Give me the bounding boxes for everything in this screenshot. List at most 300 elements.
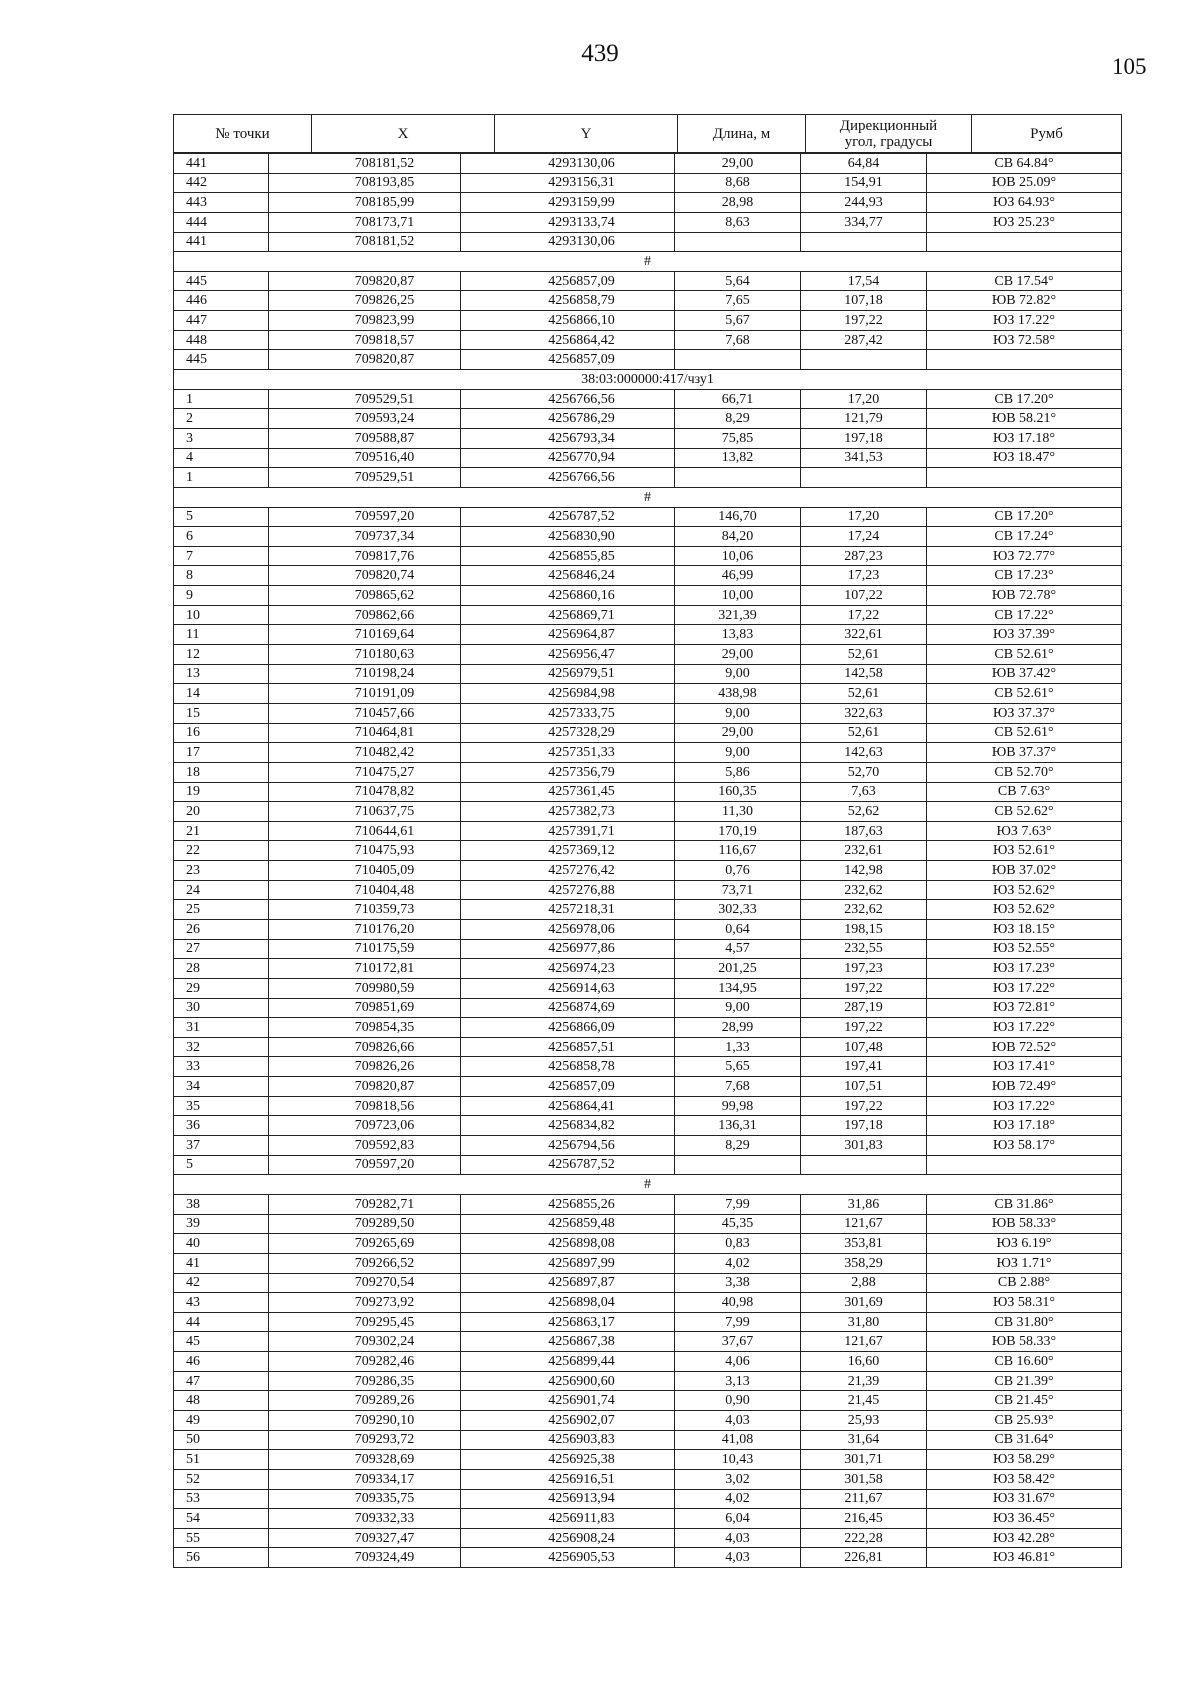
cell-x: 710169,64 bbox=[269, 625, 461, 645]
cell-length: 29,00 bbox=[675, 154, 801, 174]
cell-angle: 197,22 bbox=[801, 311, 927, 331]
cell-angle bbox=[801, 468, 927, 488]
table-row bbox=[174, 1037, 1122, 1057]
cell-point: 3 bbox=[174, 428, 269, 448]
table-row bbox=[174, 1391, 1122, 1411]
cell-length: 8,63 bbox=[675, 212, 801, 232]
cell-x: 709818,57 bbox=[269, 330, 461, 350]
cell-rhumb: СВ 64.84° bbox=[927, 154, 1122, 174]
cell-x: 709980,59 bbox=[269, 978, 461, 998]
cell-length: 9,00 bbox=[675, 703, 801, 723]
cell-point: 445 bbox=[174, 271, 269, 291]
table-row bbox=[174, 566, 1122, 586]
table-row bbox=[174, 645, 1122, 665]
cell-x: 709723,06 bbox=[269, 1116, 461, 1136]
cell-x: 709826,66 bbox=[269, 1037, 461, 1057]
cell-point: 446 bbox=[174, 291, 269, 311]
cell-angle: 353,81 bbox=[801, 1234, 927, 1254]
table-row bbox=[174, 684, 1122, 704]
cell-length: 4,03 bbox=[675, 1528, 801, 1548]
cell-angle: 52,62 bbox=[801, 802, 927, 822]
table-row bbox=[174, 350, 1122, 370]
section-separator-row bbox=[174, 1175, 1122, 1195]
cell-rhumb: СВ 17.22° bbox=[927, 605, 1122, 625]
cell-point: 43 bbox=[174, 1293, 269, 1313]
cell-x: 709334,17 bbox=[269, 1469, 461, 1489]
cell-x: 709282,71 bbox=[269, 1194, 461, 1214]
cell-x: 709854,35 bbox=[269, 1018, 461, 1038]
cell-point: 29 bbox=[174, 978, 269, 998]
cell-point: 48 bbox=[174, 1391, 269, 1411]
table-row bbox=[174, 1312, 1122, 1332]
cell-y: 4257328,29 bbox=[461, 723, 675, 743]
cell-rhumb: ЮВ 72.82° bbox=[927, 291, 1122, 311]
cell-point: 46 bbox=[174, 1352, 269, 1372]
cell-x: 710180,63 bbox=[269, 645, 461, 665]
cell-angle: 197,23 bbox=[801, 959, 927, 979]
cell-rhumb: ЮВ 25.09° bbox=[927, 173, 1122, 193]
table-row bbox=[174, 1548, 1122, 1568]
cell-rhumb: ЮЗ 52.62° bbox=[927, 880, 1122, 900]
cell-y: 4256855,26 bbox=[461, 1194, 675, 1214]
cell-y: 4256978,06 bbox=[461, 919, 675, 939]
cell-rhumb: ЮЗ 17.18° bbox=[927, 428, 1122, 448]
table-row bbox=[174, 1096, 1122, 1116]
cell-length: 0,90 bbox=[675, 1391, 801, 1411]
cell-point: 448 bbox=[174, 330, 269, 350]
cell-y: 4293156,31 bbox=[461, 173, 675, 193]
cell-angle: 31,64 bbox=[801, 1430, 927, 1450]
section-separator-row bbox=[174, 370, 1122, 390]
cell-y: 4257276,42 bbox=[461, 861, 675, 881]
cell-x: 709529,51 bbox=[269, 389, 461, 409]
cell-rhumb: СВ 17.54° bbox=[927, 271, 1122, 291]
cell-angle bbox=[801, 1155, 927, 1175]
cell-x: 709593,24 bbox=[269, 409, 461, 429]
cell-rhumb: ЮЗ 17.22° bbox=[927, 978, 1122, 998]
table-header bbox=[173, 114, 1122, 153]
cell-angle: 2,88 bbox=[801, 1273, 927, 1293]
cell-x: 710478,82 bbox=[269, 782, 461, 802]
cell-length: 28,99 bbox=[675, 1018, 801, 1038]
cell-angle: 64,84 bbox=[801, 154, 927, 174]
cell-rhumb: СВ 25.93° bbox=[927, 1411, 1122, 1431]
header-y: Y bbox=[495, 115, 678, 153]
cell-rhumb: ЮЗ 42.28° bbox=[927, 1528, 1122, 1548]
cell-x: 709823,99 bbox=[269, 311, 461, 331]
table-row bbox=[174, 173, 1122, 193]
cell-angle: 197,18 bbox=[801, 1116, 927, 1136]
cell-x: 709328,69 bbox=[269, 1450, 461, 1470]
cell-point: 445 bbox=[174, 350, 269, 370]
cell-y: 4257382,73 bbox=[461, 802, 675, 822]
cell-length: 11,30 bbox=[675, 802, 801, 822]
cell-angle: 121,67 bbox=[801, 1332, 927, 1352]
cell-y: 4293133,74 bbox=[461, 212, 675, 232]
section-separator: # bbox=[174, 1175, 1122, 1195]
cell-y: 4256857,09 bbox=[461, 350, 675, 370]
cell-point: 442 bbox=[174, 173, 269, 193]
cell-angle: 52,61 bbox=[801, 723, 927, 743]
cell-x: 709820,87 bbox=[269, 271, 461, 291]
cell-y: 4256855,85 bbox=[461, 546, 675, 566]
cell-point: 1 bbox=[174, 468, 269, 488]
cell-point: 17 bbox=[174, 743, 269, 763]
table-row bbox=[174, 448, 1122, 468]
cell-rhumb: СВ 17.20° bbox=[927, 507, 1122, 527]
cell-y: 4256925,38 bbox=[461, 1450, 675, 1470]
cell-point: 54 bbox=[174, 1509, 269, 1529]
cell-point: 5 bbox=[174, 1155, 269, 1175]
table-row bbox=[174, 232, 1122, 252]
header-length: Длина, м bbox=[678, 115, 806, 153]
cell-y: 4257369,12 bbox=[461, 841, 675, 861]
cell-length: 134,95 bbox=[675, 978, 801, 998]
cell-length: 3,02 bbox=[675, 1469, 801, 1489]
cell-point: 441 bbox=[174, 232, 269, 252]
cell-y: 4256902,07 bbox=[461, 1411, 675, 1431]
cell-rhumb: СВ 21.45° bbox=[927, 1391, 1122, 1411]
cell-length: 5,64 bbox=[675, 271, 801, 291]
cell-length: 99,98 bbox=[675, 1096, 801, 1116]
cell-x: 709332,33 bbox=[269, 1509, 461, 1529]
cell-rhumb: ЮЗ 37.39° bbox=[927, 625, 1122, 645]
cell-angle: 197,22 bbox=[801, 1018, 927, 1038]
table-row bbox=[174, 291, 1122, 311]
cell-angle: 31,86 bbox=[801, 1194, 927, 1214]
cell-y: 4256916,51 bbox=[461, 1469, 675, 1489]
cell-rhumb: ЮВ 72.52° bbox=[927, 1037, 1122, 1057]
cell-x: 710176,20 bbox=[269, 919, 461, 939]
cell-length: 5,67 bbox=[675, 311, 801, 331]
cell-point: 4 bbox=[174, 448, 269, 468]
cell-point: 24 bbox=[174, 880, 269, 900]
cell-y: 4256834,82 bbox=[461, 1116, 675, 1136]
cell-x: 710457,66 bbox=[269, 703, 461, 723]
cell-y: 4256869,71 bbox=[461, 605, 675, 625]
cell-point: 47 bbox=[174, 1371, 269, 1391]
cell-x: 709597,20 bbox=[269, 507, 461, 527]
cell-x: 709273,92 bbox=[269, 1293, 461, 1313]
cell-point: 15 bbox=[174, 703, 269, 723]
cell-length: 40,98 bbox=[675, 1293, 801, 1313]
cell-length bbox=[675, 1155, 801, 1175]
cell-rhumb: ЮЗ 17.22° bbox=[927, 1096, 1122, 1116]
cell-point: 49 bbox=[174, 1411, 269, 1431]
cell-angle: 341,53 bbox=[801, 448, 927, 468]
cell-length: 321,39 bbox=[675, 605, 801, 625]
cell-length: 7,68 bbox=[675, 330, 801, 350]
cell-point: 44 bbox=[174, 1312, 269, 1332]
cell-y: 4257391,71 bbox=[461, 821, 675, 841]
cell-length: 8,68 bbox=[675, 173, 801, 193]
cell-length: 5,65 bbox=[675, 1057, 801, 1077]
header-angle-line1: Дирекционный bbox=[839, 117, 938, 134]
cell-point: 6 bbox=[174, 527, 269, 547]
cell-rhumb: ЮЗ 72.58° bbox=[927, 330, 1122, 350]
cell-length: 9,00 bbox=[675, 664, 801, 684]
cell-angle: 142,58 bbox=[801, 664, 927, 684]
cell-rhumb: ЮЗ 31.67° bbox=[927, 1489, 1122, 1509]
cell-length: 8,29 bbox=[675, 409, 801, 429]
cell-angle: 301,58 bbox=[801, 1469, 927, 1489]
cell-y: 4257276,88 bbox=[461, 880, 675, 900]
cell-rhumb: СВ 52.61° bbox=[927, 723, 1122, 743]
cell-x: 709516,40 bbox=[269, 448, 461, 468]
cell-rhumb: СВ 2.88° bbox=[927, 1273, 1122, 1293]
coordinates-table bbox=[173, 153, 1122, 1568]
cell-x: 709862,66 bbox=[269, 605, 461, 625]
cell-angle: 107,22 bbox=[801, 586, 927, 606]
cell-x: 708173,71 bbox=[269, 212, 461, 232]
cell-y: 4256786,29 bbox=[461, 409, 675, 429]
table-row bbox=[174, 802, 1122, 822]
cell-x: 710475,93 bbox=[269, 841, 461, 861]
cell-angle: 187,63 bbox=[801, 821, 927, 841]
cell-rhumb: ЮЗ 25.23° bbox=[927, 212, 1122, 232]
cell-angle: 121,67 bbox=[801, 1214, 927, 1234]
cell-length: 438,98 bbox=[675, 684, 801, 704]
cell-rhumb: ЮЗ 52.62° bbox=[927, 900, 1122, 920]
cell-rhumb: ЮЗ 1.71° bbox=[927, 1253, 1122, 1273]
cell-y: 4256866,10 bbox=[461, 311, 675, 331]
cell-x: 709820,87 bbox=[269, 1077, 461, 1097]
cell-x: 709588,87 bbox=[269, 428, 461, 448]
cell-x: 709529,51 bbox=[269, 468, 461, 488]
cell-y: 4256898,04 bbox=[461, 1293, 675, 1313]
cell-length: 7,99 bbox=[675, 1312, 801, 1332]
cell-y: 4256874,69 bbox=[461, 998, 675, 1018]
table-row bbox=[174, 1018, 1122, 1038]
cell-x: 709820,74 bbox=[269, 566, 461, 586]
cell-x: 709826,25 bbox=[269, 291, 461, 311]
cell-rhumb: ЮВ 72.78° bbox=[927, 586, 1122, 606]
table-row bbox=[174, 605, 1122, 625]
cell-angle: 301,69 bbox=[801, 1293, 927, 1313]
cell-y: 4293130,06 bbox=[461, 232, 675, 252]
cell-point: 50 bbox=[174, 1430, 269, 1450]
cell-angle: 222,28 bbox=[801, 1528, 927, 1548]
table-row bbox=[174, 782, 1122, 802]
cell-length: 160,35 bbox=[675, 782, 801, 802]
cell-x: 710637,75 bbox=[269, 802, 461, 822]
table-row bbox=[174, 1489, 1122, 1509]
table-row bbox=[174, 1057, 1122, 1077]
cell-point: 14 bbox=[174, 684, 269, 704]
cell-angle: 301,83 bbox=[801, 1136, 927, 1156]
cell-angle: 197,41 bbox=[801, 1057, 927, 1077]
cell-point: 45 bbox=[174, 1332, 269, 1352]
table-row bbox=[174, 625, 1122, 645]
table-row bbox=[174, 1136, 1122, 1156]
cell-rhumb: ЮЗ 72.81° bbox=[927, 998, 1122, 1018]
cell-point: 53 bbox=[174, 1489, 269, 1509]
cell-length: 7,99 bbox=[675, 1194, 801, 1214]
cell-angle: 31,80 bbox=[801, 1312, 927, 1332]
cell-angle: 322,61 bbox=[801, 625, 927, 645]
table-row bbox=[174, 1509, 1122, 1529]
cell-point: 40 bbox=[174, 1234, 269, 1254]
cell-y: 4256864,42 bbox=[461, 330, 675, 350]
cell-length: 1,33 bbox=[675, 1037, 801, 1057]
table-row bbox=[174, 664, 1122, 684]
table-row bbox=[174, 939, 1122, 959]
cell-point: 39 bbox=[174, 1214, 269, 1234]
cell-rhumb: СВ 52.62° bbox=[927, 802, 1122, 822]
table-row bbox=[174, 1253, 1122, 1273]
table-row bbox=[174, 821, 1122, 841]
cell-angle: 301,71 bbox=[801, 1450, 927, 1470]
cell-y: 4256860,16 bbox=[461, 586, 675, 606]
cell-rhumb: СВ 31.80° bbox=[927, 1312, 1122, 1332]
cell-x: 710198,24 bbox=[269, 664, 461, 684]
cell-angle: 142,98 bbox=[801, 861, 927, 881]
cell-length: 13,83 bbox=[675, 625, 801, 645]
cell-y: 4256766,56 bbox=[461, 389, 675, 409]
cell-point: 20 bbox=[174, 802, 269, 822]
cell-angle bbox=[801, 232, 927, 252]
cell-length: 37,67 bbox=[675, 1332, 801, 1352]
cell-x: 709290,10 bbox=[269, 1411, 461, 1431]
table-row bbox=[174, 919, 1122, 939]
cell-length: 0,83 bbox=[675, 1234, 801, 1254]
cell-angle: 232,61 bbox=[801, 841, 927, 861]
cell-length: 10,06 bbox=[675, 546, 801, 566]
cell-rhumb: СВ 52.61° bbox=[927, 645, 1122, 665]
cell-angle: 16,60 bbox=[801, 1352, 927, 1372]
cell-x: 709302,24 bbox=[269, 1332, 461, 1352]
cell-length: 7,68 bbox=[675, 1077, 801, 1097]
cell-rhumb: ЮЗ 58.17° bbox=[927, 1136, 1122, 1156]
cell-y: 4256857,51 bbox=[461, 1037, 675, 1057]
cell-angle bbox=[801, 350, 927, 370]
cell-rhumb: ЮВ 37.37° bbox=[927, 743, 1122, 763]
cell-point: 32 bbox=[174, 1037, 269, 1057]
cell-length: 7,65 bbox=[675, 291, 801, 311]
cell-point: 55 bbox=[174, 1528, 269, 1548]
cell-length: 9,00 bbox=[675, 743, 801, 763]
cell-point: 9 bbox=[174, 586, 269, 606]
cell-angle: 107,18 bbox=[801, 291, 927, 311]
cell-length: 3,13 bbox=[675, 1371, 801, 1391]
table-row bbox=[174, 1194, 1122, 1214]
cell-x: 709270,54 bbox=[269, 1273, 461, 1293]
header-x: X bbox=[312, 115, 495, 153]
cell-point: 13 bbox=[174, 664, 269, 684]
cell-x: 710464,81 bbox=[269, 723, 461, 743]
cell-length: 170,19 bbox=[675, 821, 801, 841]
cell-angle: 211,67 bbox=[801, 1489, 927, 1509]
cell-angle: 287,42 bbox=[801, 330, 927, 350]
cell-x: 710405,09 bbox=[269, 861, 461, 881]
cell-angle: 244,93 bbox=[801, 193, 927, 213]
cell-rhumb: ЮЗ 17.22° bbox=[927, 1018, 1122, 1038]
cell-angle: 197,18 bbox=[801, 428, 927, 448]
cell-angle: 7,63 bbox=[801, 782, 927, 802]
cell-point: 16 bbox=[174, 723, 269, 743]
cell-y: 4257351,33 bbox=[461, 743, 675, 763]
cell-y: 4256830,90 bbox=[461, 527, 675, 547]
cell-y: 4257356,79 bbox=[461, 762, 675, 782]
table-row bbox=[174, 586, 1122, 606]
cell-point: 42 bbox=[174, 1273, 269, 1293]
cell-length bbox=[675, 232, 801, 252]
section-separator: 38:03:000000:417/чзу1 bbox=[174, 370, 1122, 390]
cell-length: 6,04 bbox=[675, 1509, 801, 1529]
cell-rhumb: СВ 52.61° bbox=[927, 684, 1122, 704]
page-number-right: 105 bbox=[1112, 54, 1147, 79]
cell-x: 708193,85 bbox=[269, 173, 461, 193]
section-separator: # bbox=[174, 487, 1122, 507]
cell-point: 5 bbox=[174, 507, 269, 527]
table-row bbox=[174, 1332, 1122, 1352]
cell-point: 447 bbox=[174, 311, 269, 331]
cell-point: 1 bbox=[174, 389, 269, 409]
cell-length: 146,70 bbox=[675, 507, 801, 527]
cell-x: 710359,73 bbox=[269, 900, 461, 920]
cell-rhumb: СВ 16.60° bbox=[927, 1352, 1122, 1372]
cell-length: 0,76 bbox=[675, 861, 801, 881]
table-row bbox=[174, 1077, 1122, 1097]
table-row bbox=[174, 193, 1122, 213]
cell-x: 710191,09 bbox=[269, 684, 461, 704]
cell-y: 4256867,38 bbox=[461, 1332, 675, 1352]
cell-x: 709818,56 bbox=[269, 1096, 461, 1116]
cell-point: 37 bbox=[174, 1136, 269, 1156]
cell-y: 4256897,99 bbox=[461, 1253, 675, 1273]
cell-angle: 17,23 bbox=[801, 566, 927, 586]
cell-rhumb: ЮЗ 18.47° bbox=[927, 448, 1122, 468]
table-row bbox=[174, 978, 1122, 998]
cell-x: 709286,35 bbox=[269, 1371, 461, 1391]
cell-y: 4293130,06 bbox=[461, 154, 675, 174]
cell-x: 710475,27 bbox=[269, 762, 461, 782]
table-row bbox=[174, 546, 1122, 566]
cell-y: 4256787,52 bbox=[461, 507, 675, 527]
cell-y: 4256908,24 bbox=[461, 1528, 675, 1548]
cell-y: 4256787,52 bbox=[461, 1155, 675, 1175]
cell-x: 710482,42 bbox=[269, 743, 461, 763]
cell-angle: 52,70 bbox=[801, 762, 927, 782]
cell-y: 4256974,23 bbox=[461, 959, 675, 979]
table-row bbox=[174, 389, 1122, 409]
header-rhumb: Румб bbox=[972, 115, 1122, 153]
cell-y: 4256794,56 bbox=[461, 1136, 675, 1156]
cell-point: 18 bbox=[174, 762, 269, 782]
cell-y: 4256857,09 bbox=[461, 1077, 675, 1097]
cell-rhumb: ЮЗ 7.63° bbox=[927, 821, 1122, 841]
cell-y: 4256903,83 bbox=[461, 1430, 675, 1450]
cell-rhumb: ЮВ 72.49° bbox=[927, 1077, 1122, 1097]
cell-angle: 216,45 bbox=[801, 1509, 927, 1529]
cell-length: 5,86 bbox=[675, 762, 801, 782]
cell-rhumb: ЮЗ 64.93° bbox=[927, 193, 1122, 213]
table-row bbox=[174, 1528, 1122, 1548]
header-angle bbox=[806, 115, 972, 153]
table-row bbox=[174, 1155, 1122, 1175]
cell-point: 22 bbox=[174, 841, 269, 861]
cell-y: 4256857,09 bbox=[461, 271, 675, 291]
cell-rhumb: ЮЗ 17.18° bbox=[927, 1116, 1122, 1136]
cell-point: 38 bbox=[174, 1194, 269, 1214]
table-row bbox=[174, 880, 1122, 900]
table-row bbox=[174, 743, 1122, 763]
cell-x: 709289,50 bbox=[269, 1214, 461, 1234]
table-row bbox=[174, 311, 1122, 331]
cell-angle: 52,61 bbox=[801, 684, 927, 704]
cell-y: 4256866,09 bbox=[461, 1018, 675, 1038]
cell-length: 66,71 bbox=[675, 389, 801, 409]
